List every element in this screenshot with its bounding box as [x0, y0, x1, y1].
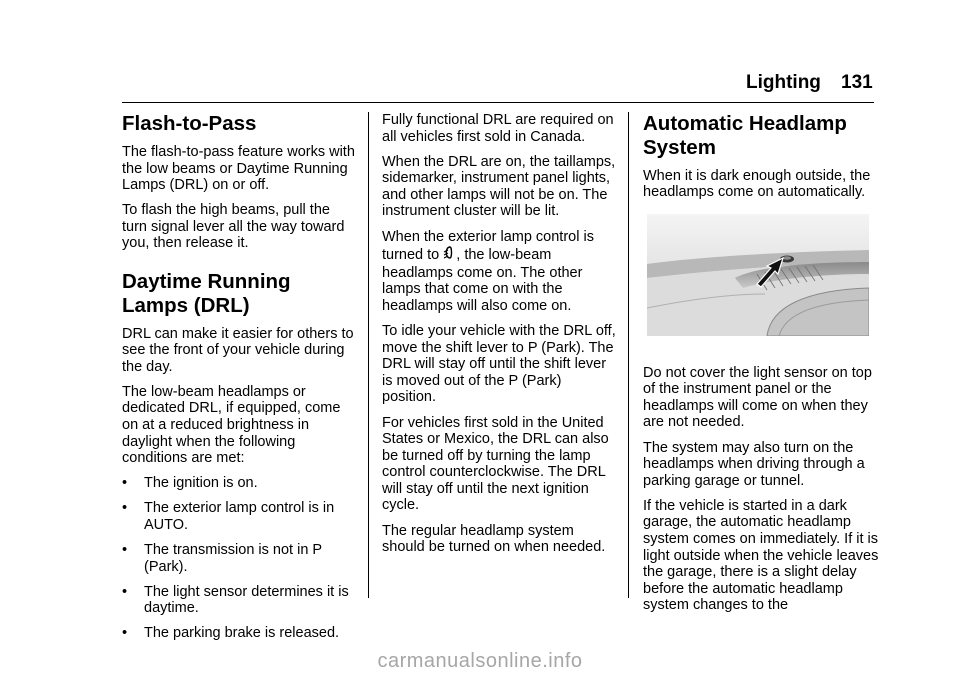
- bullet-text: The transmission is not in P (Park).: [144, 542, 322, 575]
- page-number: 131: [841, 72, 873, 93]
- paragraph: For vehicles first sold in the United States or Mexico, the DRL can also be turned off by turning the lamp control counterclockwise. The DRL will stay off until the next ignition cycle.: [382, 414, 609, 514]
- instrument-panel-drawing: [647, 214, 869, 336]
- column-3: [643, 112, 879, 614]
- paragraph: To flash the high beams, pull the turn signal lever all the way toward you, then release it.: [122, 202, 345, 252]
- bullet-marker: •: [122, 500, 128, 517]
- paragraph: The low-beam headlamps or dedicated DRL, if equipped, come on at a reduced brightness in daylight when the following conditions are met:: [122, 383, 341, 467]
- paragraph: When it is dark enough outside, the headlamps come on automatically.: [643, 167, 871, 201]
- paragraph: To idle your vehicle with the DRL off, move the shift lever to P (Park). The DRL will stay off until the shift lever is moved out of the P (Park) position.: [382, 323, 616, 406]
- low-beam-icon: [443, 245, 456, 265]
- light-sensor-illustration: [647, 214, 869, 336]
- drl-heading: [122, 270, 358, 317]
- bullet-text: The parking brake is released.: [144, 625, 340, 642]
- bullet-item: [122, 500, 358, 533]
- bullet-item: [122, 542, 358, 575]
- bullet-item: [122, 625, 358, 642]
- watermark: carmanualsonline.info: [377, 650, 583, 672]
- bullet-item: [122, 584, 358, 617]
- automatic-headlamp-heading: [643, 112, 879, 159]
- bullet-text: The light sensor determines it is daytime.: [144, 583, 349, 617]
- flash-to-pass-heading: Flash-to-Pass: [122, 112, 257, 135]
- paragraph: Fully functional DRL are required on all vehicles first sold in Canada.: [382, 112, 614, 145]
- column-2: [382, 112, 618, 556]
- paragraph-text: When the exterior lamp control is turned to: [382, 228, 594, 264]
- column-1: [122, 112, 358, 642]
- bullet-marker: •: [122, 475, 128, 492]
- heading-line1: Automatic Headlamp: [643, 112, 847, 135]
- drl-heading-line2: Lamps (DRL): [122, 293, 250, 317]
- bullet-marker: •: [122, 625, 128, 642]
- bullet-marker: •: [122, 583, 128, 600]
- section-title: Lighting: [746, 72, 821, 93]
- paragraph: When the DRL are on, the taillamps, sidemarker, instrument panel lights, and other lamps will not be on. The instrument cluster will be lit.: [382, 153, 616, 220]
- bullet-marker: •: [122, 542, 128, 559]
- paragraph: DRL can make it easier for others to see the front of your vehicle during the day.: [122, 325, 354, 375]
- paragraph: The flash-to-pass feature works with the low beams or Daytime Running Lamps (DRL) on or off.: [122, 144, 355, 194]
- column-divider-2: [628, 112, 629, 598]
- paragraph: The system may also turn on the headlamps when driving through a parking garage or tunnel.: [643, 439, 865, 489]
- paragraph: The regular headlamp system should be turned on when needed.: [382, 522, 606, 556]
- bullet-text: The ignition is on.: [144, 475, 258, 492]
- drl-heading-line1: Daytime Running: [122, 270, 291, 294]
- bullet-item: [122, 475, 358, 492]
- paragraph-with-icon: [382, 229, 618, 315]
- paragraph-text: , the low-beam headlamps come on. The other lamps that come on with the headlamps will also come on.: [382, 247, 583, 314]
- header-rule: [122, 102, 874, 103]
- heading-line2: System: [643, 135, 716, 159]
- paragraph: If the vehicle is started in a dark garage, the automatic headlamp system comes on immediately. If it is light outside when the vehicle leaves the garage, there is a slight delay before the automatic headlamp system changes to the: [643, 497, 879, 614]
- bullet-text: The exterior lamp control is in AUTO.: [144, 500, 335, 533]
- paragraph: Do not cover the light sensor on top of the instrument panel or the headlamps will come on when they are not needed.: [643, 364, 872, 431]
- column-divider-1: [368, 112, 369, 598]
